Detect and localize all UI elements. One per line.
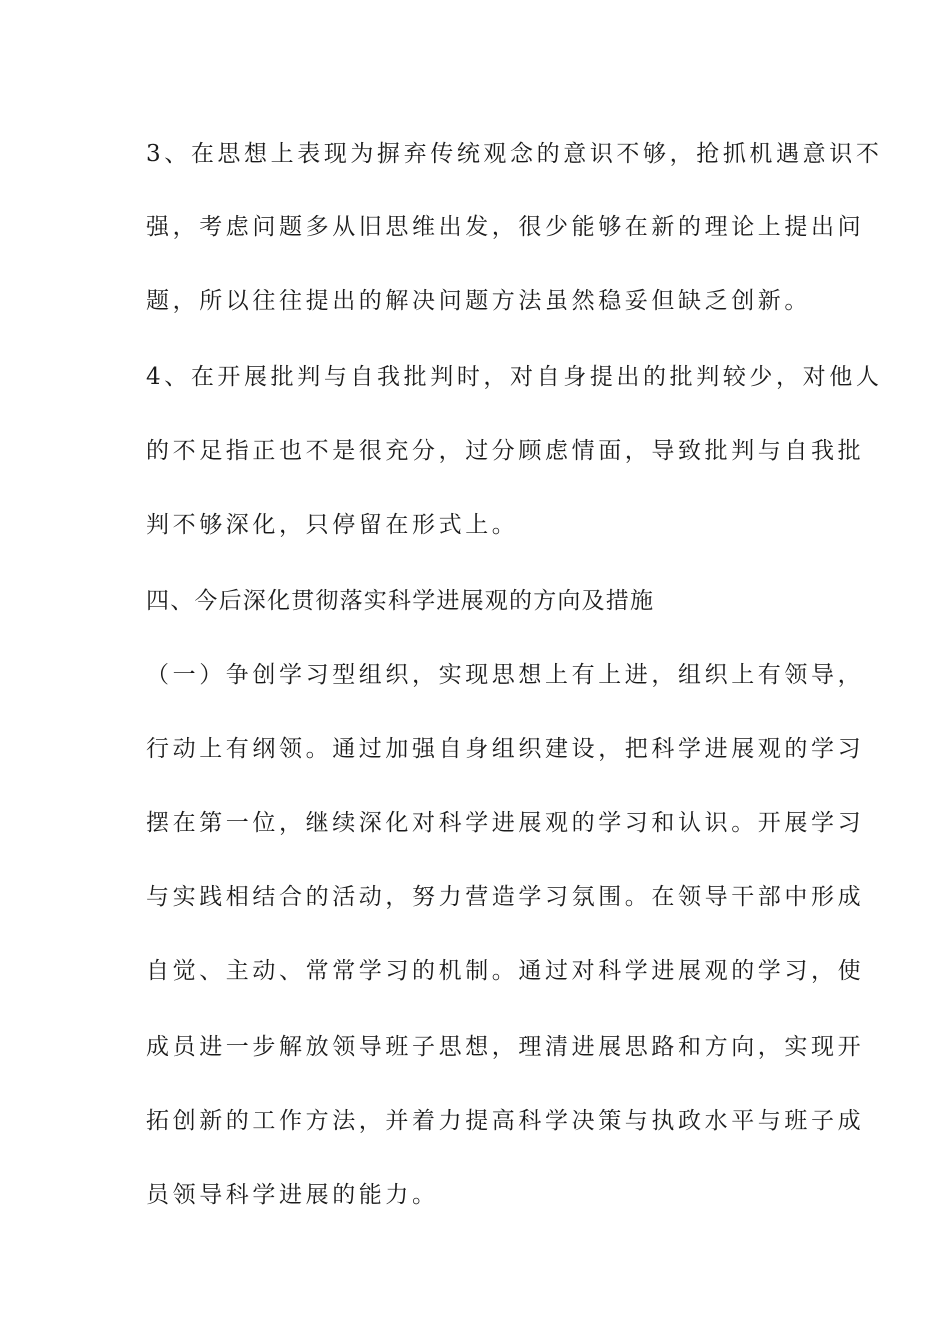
subsection-1-line-4: 与实践相结合的活动，努力营造学习氛围。在领导干部中形成 — [146, 884, 865, 910]
paragraph-4-line-2: 的不足指正也不是很充分，过分顾虑情面，导致批判与自我批 — [146, 438, 865, 464]
subsection-1-line-2: 行动上有纲领。通过加强自身组织建设，把科学进展观的学习 — [146, 736, 865, 762]
subsection-1-line-7: 拓创新的工作方法，并着力提高科学决策与执政水平与班子成 — [146, 1108, 865, 1134]
subsection-1-line-8: 员领导科学进展的能力。 — [146, 1182, 439, 1208]
paragraph-4-line-1: 4、在开展批判与自我批判时，对自身提出的批判较少，对他人 — [146, 364, 883, 390]
paragraph-3-line-3: 题，所以往往提出的解决问题方法虽然稳妥但缺乏创新。 — [146, 288, 811, 314]
subsection-1-line-1: （一）争创学习型组织，实现思想上有上进，组织上有领导， — [146, 662, 865, 688]
paragraph-4-line-3: 判不够深化，只停留在形式上。 — [146, 512, 519, 538]
subsection-1-line-3: 摆在第一位，继续深化对科学进展观的学习和认识。开展学习 — [146, 810, 865, 836]
paragraph-3-line-2: 强，考虑问题多从旧思维出发，很少能够在新的理论上提出问 — [146, 214, 865, 240]
section-heading: 四、今后深化贯彻落实科学进展观的方向及措施 — [146, 588, 655, 614]
subsection-1-line-5: 自觉、主动、常常学习的机制。通过对科学进展观的学习，使 — [146, 958, 865, 984]
subsection-1-line-6: 成员进一步解放领导班子思想，理清进展思路和方向，实现开 — [146, 1034, 865, 1060]
paragraph-3-line-1: 3、在思想上表现为摒弃传统观念的意识不够，抢抓机遇意识不 — [146, 141, 883, 167]
